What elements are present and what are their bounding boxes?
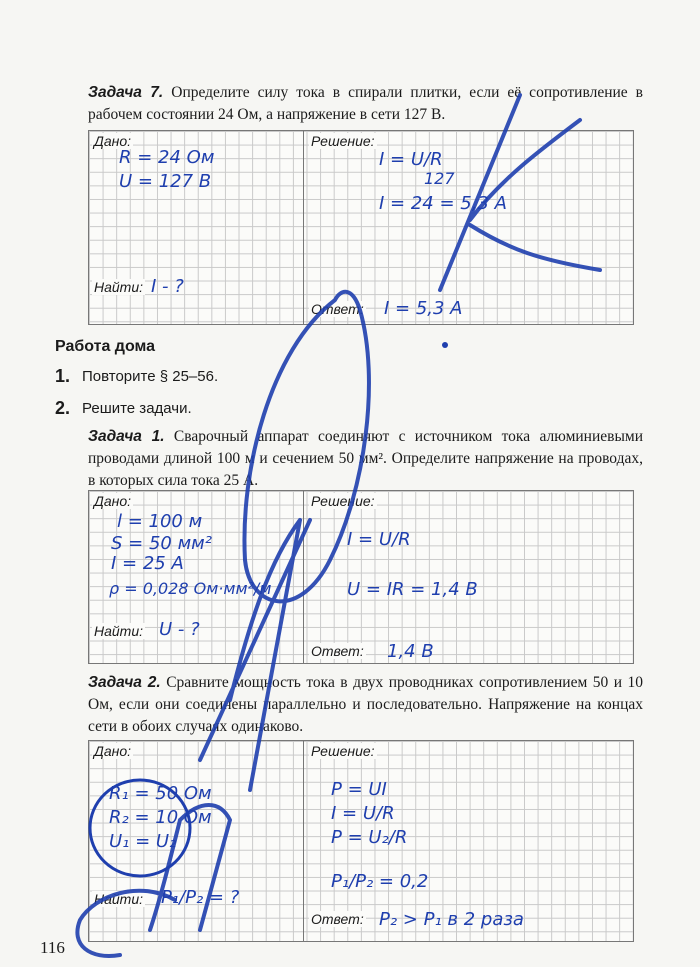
task7-given-r: R = 24 Ом: [119, 147, 215, 168]
task7-solution-label: Решение:: [311, 133, 375, 149]
stamp-letter-o: [244, 292, 368, 602]
task7-calc: I = 24 = 5,3 A: [379, 193, 507, 214]
task7-answer-label: Ответ:: [311, 301, 364, 317]
task1-given-l: l = 100 м: [117, 511, 203, 532]
task2-answer-label: Ответ:: [311, 911, 364, 927]
task1-find-label: Найти:: [94, 623, 144, 639]
homework-item2-number: 2.: [55, 398, 71, 418]
homework-title: Работа дома: [55, 338, 156, 355]
task2-find: P₁/P₂ = ?: [161, 887, 240, 908]
task2-given-r1: R₁ = 50 Ом: [109, 783, 212, 804]
task1-given-s: S = 50 мм²: [111, 533, 212, 554]
task7-given-label: Дано:: [94, 133, 132, 149]
task1-given-i: I = 25 A: [111, 553, 184, 574]
task7-answer: I = 5,3 A: [384, 298, 463, 319]
task1-find: U - ?: [159, 619, 200, 640]
task1-given-rho: ρ = 0,028 Ом·мм²/м: [109, 579, 272, 598]
homework-item1: Повторите § 25–56.: [82, 368, 219, 385]
ink-dot: [442, 342, 448, 348]
task2-answer: P₂ > P₁ в 2 раза: [379, 909, 524, 930]
task1-body: Сварочный аппарат соединяют с источником тока алюминиевыми проводами длиной 100 м и сечением 50 мм². Определите напряжение на проводах, в которых сила тока 25 А.: [88, 428, 643, 489]
homework-item1-number: 1.: [55, 366, 71, 386]
task7-find-label: Найти:: [94, 279, 144, 295]
task7-numerator: 127: [424, 169, 455, 188]
task7-given-u: U = 127 В: [119, 171, 212, 192]
task1-title: Задача 1.: [88, 428, 165, 445]
task2-body: Сравните мощность тока в двух проводниках сопротивлением 50 и 10 Ом, если они соединены параллельно и последовательно. Напряжение на концах сети в обоих случаях одинаково.: [88, 674, 644, 735]
circle-mark: [90, 780, 190, 876]
task2-given-u: U₁ = U₂: [109, 831, 177, 852]
task2-sol1: P = UI: [331, 779, 387, 800]
task1-solution-label: Решение:: [311, 493, 375, 509]
task1-calc: U = IR = 1,4 В: [347, 579, 478, 600]
task7-find: I - ?: [151, 276, 184, 297]
stamp-letter-i: [200, 520, 310, 790]
task2-title: Задача 2.: [88, 674, 161, 691]
task2-find-label: Найти:: [94, 891, 144, 907]
page-number: 116: [40, 938, 65, 957]
task7-formula: I = U/R: [379, 149, 443, 170]
task2-sol2: I = U/R: [331, 803, 395, 824]
task1-formula: I = U/R: [347, 529, 411, 550]
task1-answer: 1,4 В: [387, 641, 434, 662]
task2-given-r2: R₂ = 10 Ом: [109, 807, 212, 828]
task2-solution-label: Решение:: [311, 743, 375, 759]
stamp-letter-k: [440, 95, 600, 290]
homework-item2: Решите задачи.: [82, 400, 192, 417]
task2-sol4: P₁/P₂ = 0,2: [331, 871, 429, 892]
task1-answer-label: Ответ:: [311, 643, 364, 659]
task7-body: Определите силу тока в спирали плитки, если её сопротивление в рабочем состоянии 24 Ом, а напряжение в сети 127 В.: [88, 84, 644, 123]
task2-sol3: P = U₂/R: [331, 827, 408, 848]
task2-given-label: Дано:: [94, 743, 132, 759]
task7-title: Задача 7.: [88, 84, 164, 101]
task1-given-label: Дано:: [94, 493, 132, 509]
